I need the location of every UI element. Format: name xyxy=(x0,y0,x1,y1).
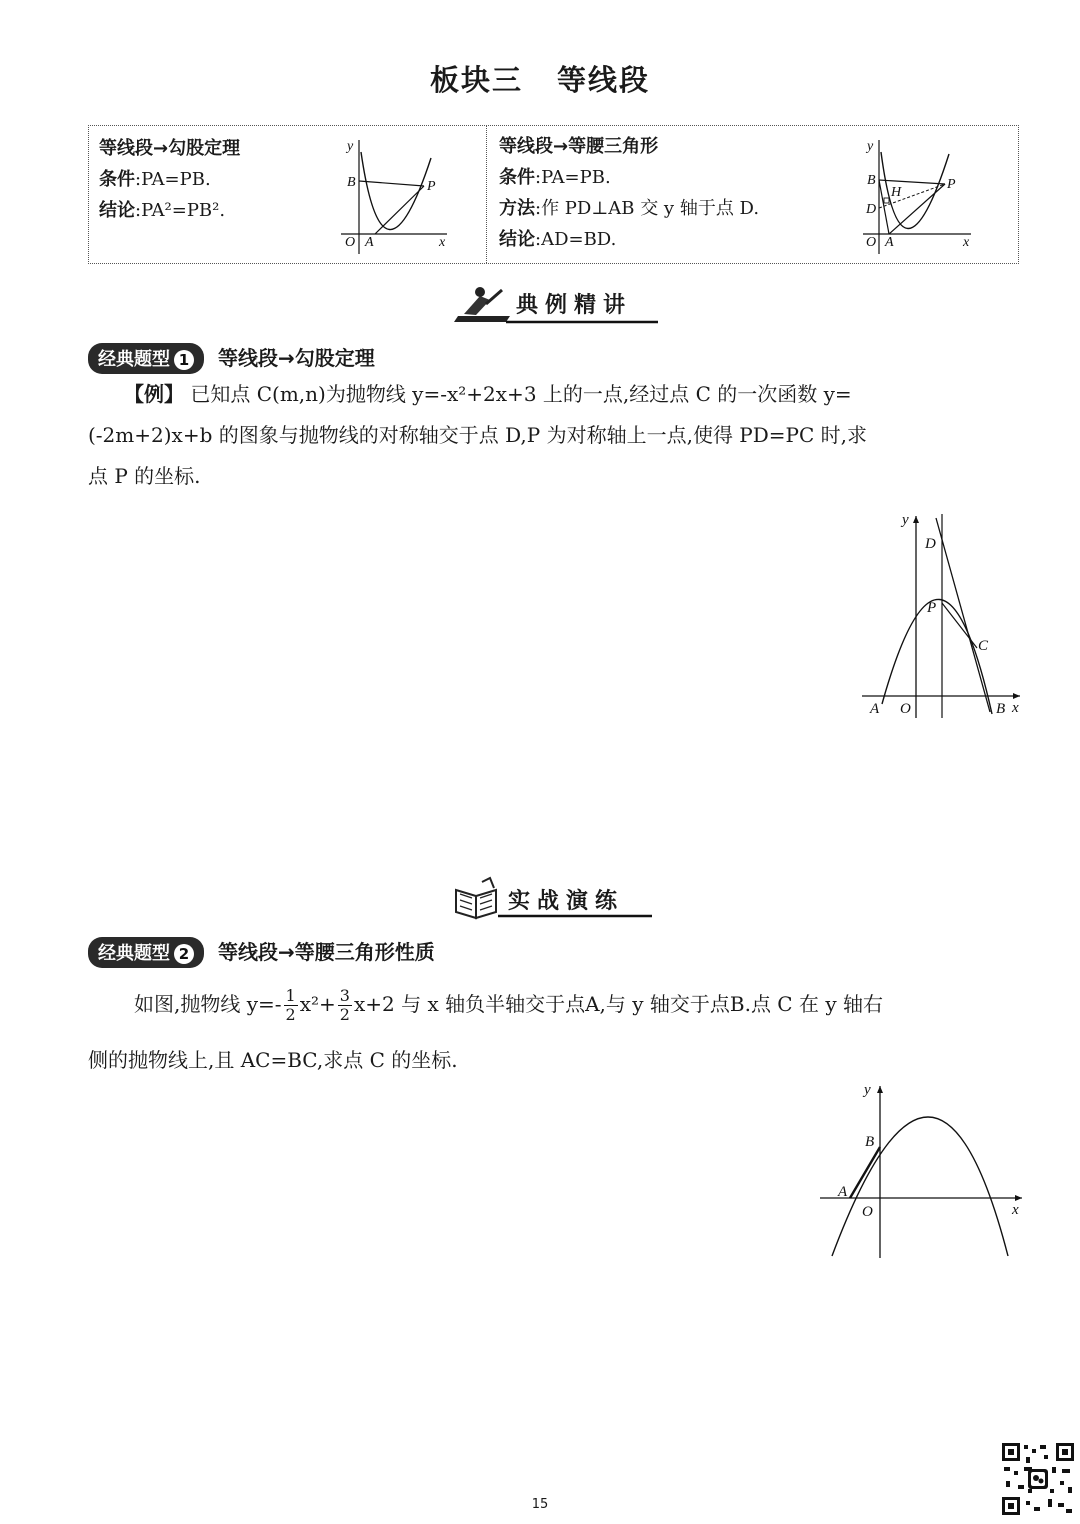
summary-right-method-label: 方法 xyxy=(499,198,535,219)
type2-title: 等线段→等腰三角形性质 xyxy=(218,940,435,964)
exercise-mid: x²+ xyxy=(299,992,336,1016)
page-title xyxy=(0,58,1080,99)
label-O: O xyxy=(900,701,911,717)
banner-practice-text: 实战演练 xyxy=(508,889,625,914)
label-B: B xyxy=(867,173,876,188)
label-y: y xyxy=(902,512,909,528)
line-DC xyxy=(936,518,990,712)
right-angle-mark xyxy=(884,198,889,203)
label-P: P xyxy=(947,177,956,192)
summary-left-heading: 等线段→勾股定理 xyxy=(99,138,241,159)
segment-PB xyxy=(359,181,424,186)
example-problem xyxy=(88,374,1018,497)
label-y: y xyxy=(867,139,874,154)
summary-right-concl-label: 结论 xyxy=(499,229,535,250)
summary-right-cond-label: 条件 xyxy=(499,167,535,188)
summary-right-text xyxy=(499,131,759,255)
exercise-frac2 xyxy=(338,987,352,1024)
exercise-frac2-den: 2 xyxy=(339,1005,350,1024)
summary-left-concl-label: 结论 xyxy=(99,200,135,221)
exercise-figure xyxy=(816,1080,1028,1262)
example-label: 【例】 xyxy=(124,382,184,406)
type2-heading xyxy=(88,936,435,968)
summary-divider xyxy=(486,126,487,263)
label-O: O xyxy=(866,235,877,250)
parabola xyxy=(832,1117,1008,1256)
label-B: B xyxy=(865,1134,875,1150)
label-P: P xyxy=(927,600,937,616)
type1-num: 1 xyxy=(174,350,194,370)
label-A: A xyxy=(870,701,880,717)
label-C: C xyxy=(978,638,989,654)
title-part1: 板块三 xyxy=(429,63,523,97)
label-A: A xyxy=(885,235,894,250)
label-x: x xyxy=(439,235,446,250)
title-part2: 等线段 xyxy=(557,63,651,97)
pythagoras-diagram xyxy=(337,130,455,256)
summary-left-cond-label: 条件 xyxy=(99,169,135,190)
label-x: x xyxy=(963,235,970,250)
summary-left-cond: :PA=PB. xyxy=(135,169,211,190)
label-y: y xyxy=(347,139,354,154)
type1-heading xyxy=(88,342,375,374)
type1-title: 等线段→勾股定理 xyxy=(218,346,375,370)
summary-left-concl: :PA²=PB². xyxy=(135,200,226,221)
summary-right-concl: :AD=BD. xyxy=(535,229,617,250)
type1-tag xyxy=(88,343,204,374)
type2-tag xyxy=(88,937,204,968)
label-D: D xyxy=(925,536,936,552)
exercise-frac2-num: 3 xyxy=(339,986,350,1005)
label-H: H xyxy=(891,185,902,200)
exercise-problem xyxy=(88,980,1018,1084)
summary-left-text xyxy=(99,133,240,226)
label-O: O xyxy=(345,235,356,250)
banner-practice xyxy=(450,876,656,922)
exercise-pre: 如图,抛物线 y=- xyxy=(134,992,282,1016)
summary-right-method: :作 PD⊥AB 交 y 轴于点 D. xyxy=(535,198,760,219)
exercise-line2: 侧的抛物线上,且 AC=BC,求点 C 的坐标. xyxy=(88,1048,458,1072)
page-number: 15 xyxy=(531,1497,549,1512)
label-A: A xyxy=(365,235,374,250)
type2-tag-text: 经典题型 xyxy=(98,943,170,964)
segment-PC xyxy=(942,603,977,648)
summary-right-heading: 等线段→等腰三角形 xyxy=(499,136,659,157)
parabola xyxy=(882,599,992,714)
segment-PA xyxy=(375,186,424,234)
example-line2: (-2m+2)x+b 的图象与抛物线的对称轴交于点 D,P 为对称轴上一点,使得 PD=PC 时,求 xyxy=(88,423,868,447)
isosceles-diagram xyxy=(859,130,979,256)
segment-PB xyxy=(879,180,945,184)
label-A: A xyxy=(838,1184,848,1200)
summary-box xyxy=(88,125,1019,264)
label-D: D xyxy=(866,202,877,217)
banner-examples xyxy=(450,282,662,328)
banner-examples-text: 典例精讲 xyxy=(516,293,633,318)
summary-right-cond: :PA=PB. xyxy=(535,167,611,188)
exercise-frac1-num: 1 xyxy=(285,986,296,1005)
exercise-frac1 xyxy=(284,987,298,1024)
segment-AB xyxy=(850,1147,880,1198)
exercise-post: x+2 与 x 轴负半轴交于点A,与 y 轴交于点B.点 C 在 y 轴右 xyxy=(353,992,883,1016)
label-B: B xyxy=(347,175,356,190)
example-line1: 已知点 C(m,n)为抛物线 y=-x²+2x+3 上的一点,经过点 C 的一次函数 y= xyxy=(190,382,852,406)
type2-num: 2 xyxy=(174,944,194,964)
parabola xyxy=(361,152,431,230)
label-y: y xyxy=(864,1082,871,1098)
label-x: x xyxy=(1012,1202,1019,1218)
label-O: O xyxy=(862,1204,873,1220)
type1-tag-text: 经典题型 xyxy=(98,349,170,370)
label-x: x xyxy=(1012,700,1019,716)
label-P: P xyxy=(427,179,436,194)
example-figure xyxy=(860,508,1030,724)
exercise-frac1-den: 2 xyxy=(285,1005,296,1024)
label-B: B xyxy=(996,701,1006,717)
example-line3: 点 P 的坐标. xyxy=(88,464,201,488)
